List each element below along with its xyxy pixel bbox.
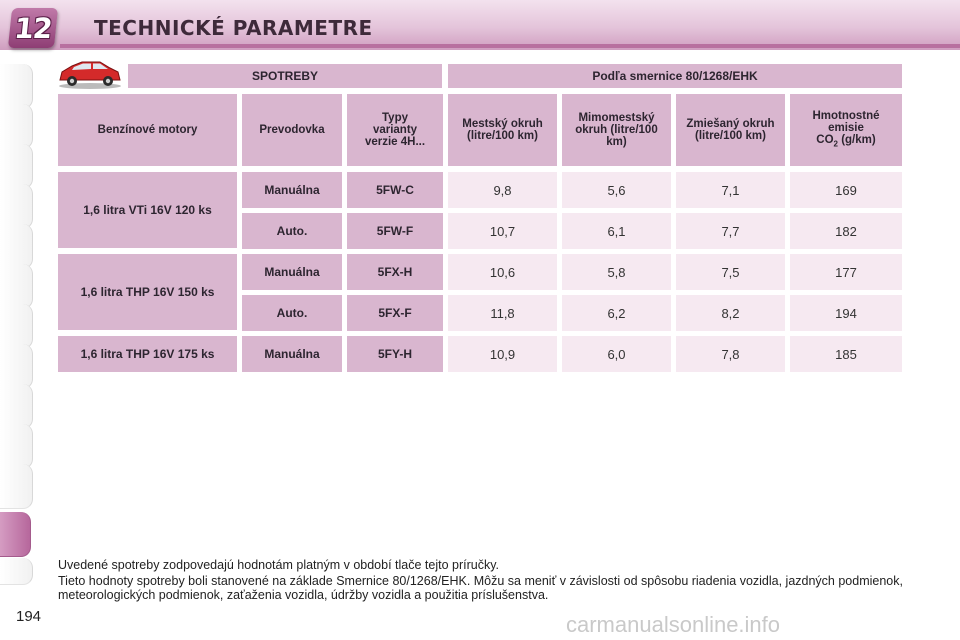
combined-cell: 8,2 [676, 295, 785, 331]
chapter-tab[interactable] [0, 344, 33, 389]
type-cell: 5FX-F [347, 295, 443, 331]
chapter-tab[interactable] [0, 384, 33, 429]
urban-cell: 11,8 [448, 295, 557, 331]
co2-cell: 177 [790, 254, 902, 290]
extra-urban-cell: 6,2 [562, 295, 671, 331]
urban-cell: 10,9 [448, 336, 557, 372]
chapter-tab[interactable] [0, 104, 33, 149]
chapter-tab[interactable] [0, 304, 33, 349]
chapter-tab[interactable] [0, 64, 33, 109]
footnotes [58, 558, 908, 604]
co2-prefix: CO [816, 133, 834, 146]
co2-cell: 185 [790, 336, 902, 372]
extra-urban-cell: 5,6 [562, 172, 671, 208]
type-cell: 5FX-H [347, 254, 443, 290]
gearbox-cell: Auto. [242, 295, 342, 331]
engine-label: 1,6 litra VTi 16V 120 ks [58, 172, 237, 248]
column-header-urban: Mestský okruh (litre/100 km) [448, 94, 557, 166]
chapter-tab[interactable] [0, 184, 33, 229]
column-header-extra-urban: Mimomestský okruh (litre/100 km) [562, 94, 671, 166]
co2-subscript: 2 [833, 139, 838, 149]
co2-header-line1: Hmotnostné emisie [812, 109, 880, 134]
group-header-directive: Podľa smernice 80/1268/EHK [448, 64, 902, 88]
type-cell: 5FW-F [347, 213, 443, 249]
combined-cell: 7,7 [676, 213, 785, 249]
car-icon [56, 58, 124, 90]
gearbox-cell: Manuálna [242, 172, 342, 208]
page-number: 194 [16, 608, 42, 625]
type-cell: 5FW-C [347, 172, 443, 208]
gearbox-cell: Manuálna [242, 254, 342, 290]
urban-cell: 10,6 [448, 254, 557, 290]
extra-urban-cell: 6,1 [562, 213, 671, 249]
combined-cell: 7,1 [676, 172, 785, 208]
type-cell: 5FY-H [347, 336, 443, 372]
gearbox-cell: Auto. [242, 213, 342, 249]
chapter-tab[interactable] [0, 424, 33, 469]
watermark: carmanualsonline.info [566, 612, 781, 637]
urban-cell: 9,8 [448, 172, 557, 208]
header-divider [60, 44, 960, 48]
co2-unit: (g/km) [838, 133, 876, 146]
co2-cell: 194 [790, 295, 902, 331]
co2-cell: 182 [790, 213, 902, 249]
gearbox-cell: Manuálna [242, 336, 342, 372]
combined-cell: 7,5 [676, 254, 785, 290]
chapter-tab[interactable] [0, 224, 33, 269]
chapter-tabs [0, 64, 34, 584]
chapter-badge-icon [8, 8, 58, 48]
chapter-tab[interactable] [0, 144, 33, 189]
page-title: TECHNICKÉ PARAMETRE [94, 16, 373, 40]
column-header-type: Typy varianty verzie 4H... [347, 94, 443, 166]
chapter-tab[interactable] [0, 558, 33, 585]
column-header-combined: Zmiešaný okruh (litre/100 km) [676, 94, 785, 166]
extra-urban-cell: 6,0 [562, 336, 671, 372]
extra-urban-cell: 5,8 [562, 254, 671, 290]
footnote-line: Uvedené spotreby zodpovedajú hodnotám platným v období tlače tejto príručky. [58, 558, 500, 572]
chapter-number: 12 [12, 11, 54, 45]
column-header-co2 [790, 94, 902, 166]
urban-cell: 10,7 [448, 213, 557, 249]
footnote-line: Tieto hodnoty spotreby boli stanovené na základe Smernice 80/1268/EHK. Môžu sa meniť v závislosti od spôsobu riadenia vozidla, jazdných podmienok, meteorologických podmienok, zaťaženia vozidla, údržby vozidla a použitia príslušenstva. [58, 574, 903, 602]
co2-header-line2 [816, 134, 875, 150]
chapter-tab-active[interactable] [0, 512, 31, 557]
co2-cell: 169 [790, 172, 902, 208]
engine-label: 1,6 litra THP 16V 175 ks [58, 336, 237, 372]
engine-label: 1,6 litra THP 16V 150 ks [58, 254, 237, 330]
column-header-engine: Benzínové motory [58, 94, 237, 166]
column-header-gearbox: Prevodovka [242, 94, 342, 166]
chapter-tab[interactable] [0, 264, 33, 309]
combined-cell: 7,8 [676, 336, 785, 372]
chapter-tab[interactable] [0, 464, 33, 509]
group-header-spotreby: SPOTREBY [128, 64, 442, 88]
